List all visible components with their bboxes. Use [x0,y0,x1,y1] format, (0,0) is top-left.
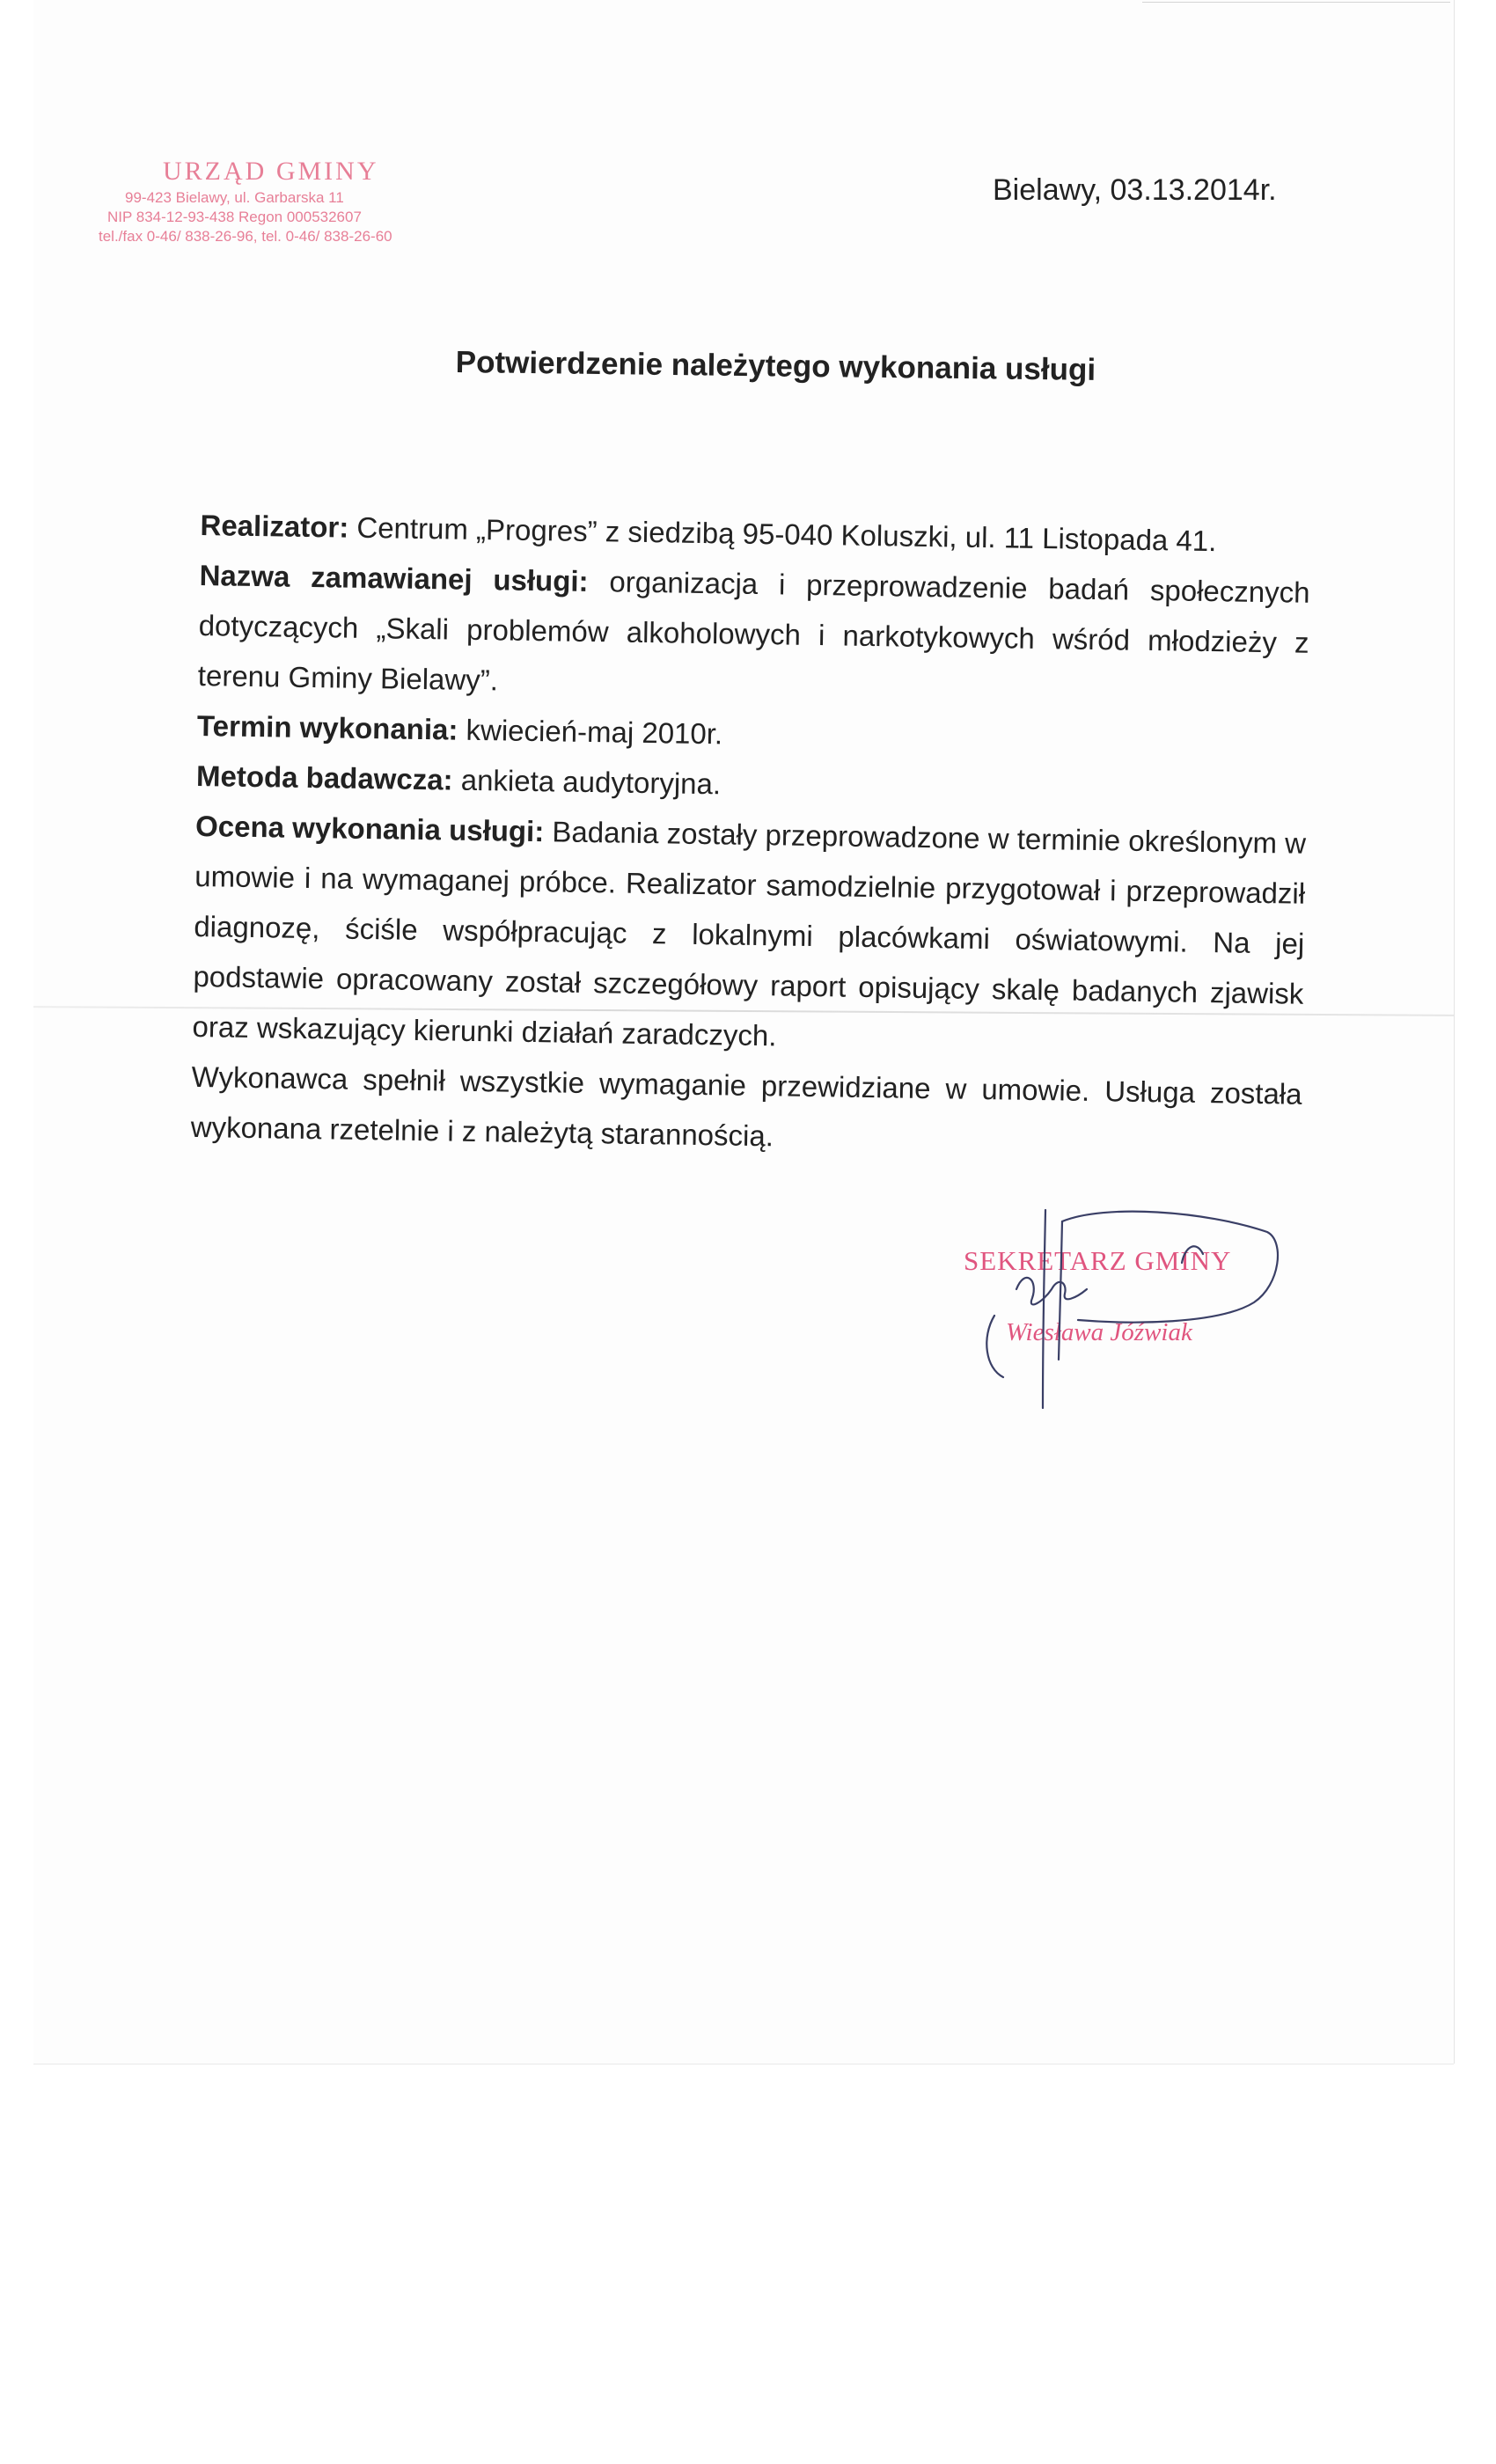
service-name-value: organizacja i przeprowadzenie badań społecznych dotyczących „Skali problemów alkoholowych i narkotykowych wśród młodzieży z terenu Gminy Bielawy”. [197,564,1310,697]
office-stamp-title: URZĄD GMINY [163,157,379,186]
evaluation-paragraph [192,801,1306,1069]
office-stamp-ids: NIP 834-12-93-438 Regon 000532607 [107,209,362,225]
office-stamp-phone: tel./fax 0-46/ 838-26-96, tel. 0-46/ 838-26-60 [99,228,392,245]
method-value: ankieta audytoryjna. [452,763,722,801]
conclusion-paragraph: Wykonawca spełnił wszystkie wymaganie przewidziane w umowie. Usługa została wykonana rzetelnie i z należytą starannością. [190,1060,1302,1153]
service-name-label: Nazwa zamawianej usługi: [199,558,589,598]
evaluation-value: Badania zostały przeprowadzone w terminie określonym w umowie i na wymaganej próbce. Realizator samodzielnie przygotował i przeprowadził diagnozę, ściśle współpracując z lokalnymi placówkami oświatowymi. Na jej podstawie opracowany został szczegółowy raport opisujący skalę badanych zjawisk oraz wskazujący kierunki działań zaradczych. [192,815,1307,1052]
place-and-date: Bielawy, 03.13.2014r. [993,173,1277,207]
deadline-label: Termin wykonania: [196,708,458,746]
handwritten-signature [955,1206,1324,1417]
realizator-value: Centrum „Progres” z siedzibą 95-040 Koluszki, ul. 11 Listopada 41. [348,510,1217,558]
deadline-value: kwiecień-maj 2010r. [458,713,723,751]
scan-edge-line [1142,2,1450,3]
method-label: Metoda badawcza: [195,759,453,796]
office-stamp-address: 99-423 Bielawy, ul. Garbarska 11 [125,189,344,206]
document-title: Potwierdzenie należytego wykonania usługi [455,345,1096,387]
signature-stamp-title: SEKRETARZ GMINY [964,1245,1232,1276]
office-stamp [97,158,484,244]
evaluation-label: Ocena wykonania usługi: [194,809,545,848]
realizator-label: Realizator: [200,508,349,544]
service-name-paragraph [197,550,1310,718]
document-body [190,500,1310,1170]
signature-stamp [955,1206,1324,1417]
signature-stamp-name: Wiesława Jóźwiak [1006,1318,1192,1346]
